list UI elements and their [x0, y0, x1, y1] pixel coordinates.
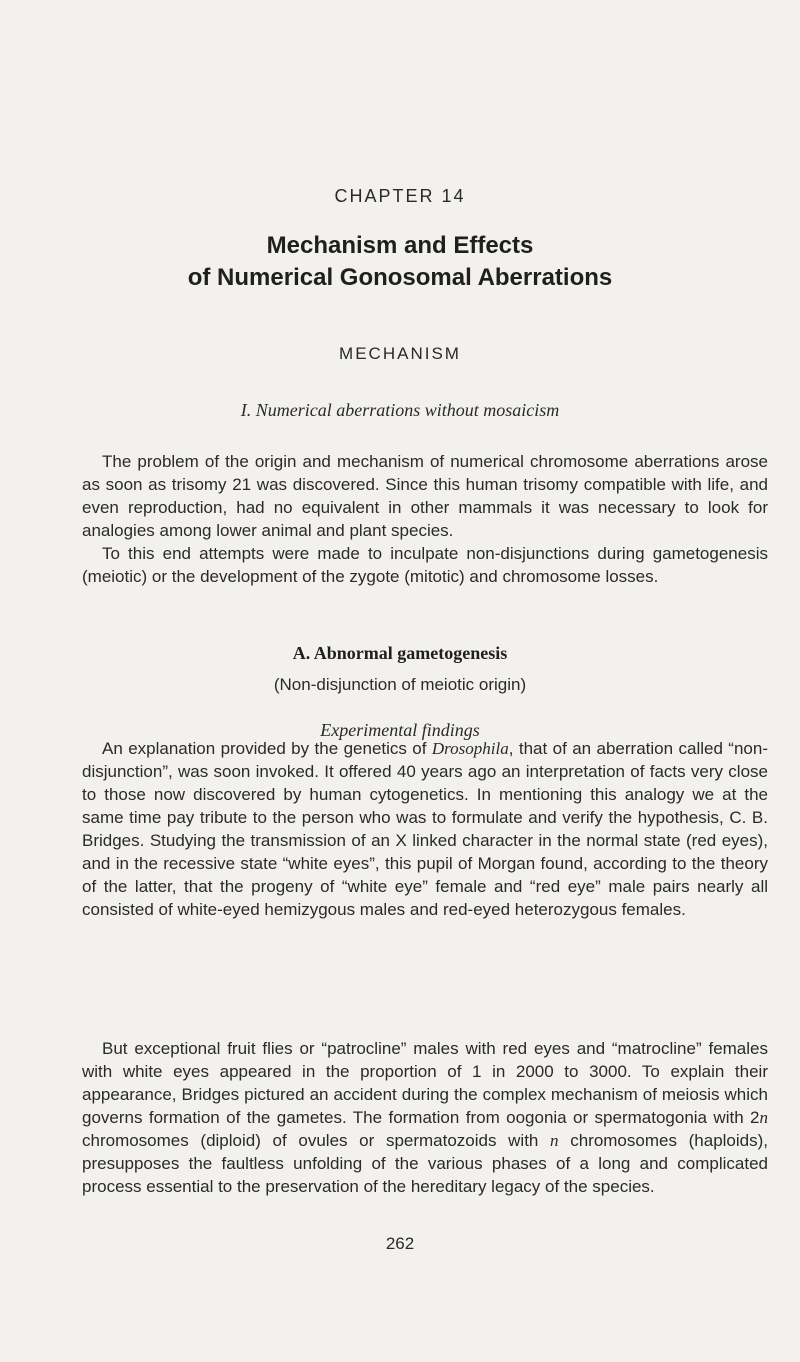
- chapter-title: [0, 230, 800, 294]
- paragraph-1: The problem of the origin and mechanism of numerical chromosome aberrations arose as soon as trisomy 21 was discovered. Since this human trisomy compatible with life, and even reproduction, had no equivalent in other mammals it was necessary to look for analogies among lower animal and plant species.: [82, 452, 768, 540]
- paragraph-4: [82, 1037, 768, 1198]
- subheading-abnormal-gametogenesis: A. Abnormal gametogenesis: [292, 643, 508, 663]
- subheading-experimental-findings: Experimental findings: [320, 720, 480, 740]
- paragraph-4-text-c: chromosomes (haploids), presupposes the faultless unfolding of the various phases of a long and complicated process essential to the preservation of the hereditary legacy of the species.: [82, 1131, 768, 1196]
- paragraph-2: To this end attempts were made to inculpate non-disjunctions during gametogenesis (meiotic) or the development of the zygote (mitotic) and chromosome losses.: [82, 544, 768, 586]
- page-number: 262: [385, 1234, 415, 1253]
- paragraph-3-text-a: An explanation provided by the genetics of: [102, 739, 432, 758]
- paragraph-4-italic-n-2: n: [550, 1131, 559, 1150]
- paragraph-3: [82, 737, 768, 921]
- paragraph-3-text-b: , that of an aberration called “non-disjunction”, was soon invoked. It offered 40 years ago an interpretation of facts very close to those now discovered by human cytogenetics. In mentioning this analogy we at the same time pay tribute to the person who was to formulate and verify the hypothesis, C. B. Bridges. Studying the transmission of an X linked character in the normal state (red eyes), and in the recessive state “white eyes”, this pupil of Morgan found, according to the theory of the latter, that the progeny of “white eye” female and “red eye” male pairs nearly all consisted of white-eyed hemizygous males and red-eyed heterozygous females.: [82, 739, 768, 919]
- paragraph-3-italic-drosophila: Drosophila: [431, 739, 509, 758]
- chapter-label: CHAPTER 14: [334, 186, 466, 206]
- section-heading: MECHANISM: [339, 344, 461, 363]
- paragraph-4-italic-n-1: n: [759, 1108, 768, 1127]
- chapter-title-line-2: of Numerical Gonosomal Aberrations: [187, 264, 613, 291]
- chapter-title-line-1: Mechanism and Effects: [266, 232, 534, 259]
- paragraph-4-text-b: chromosomes (diploid) of ovules or spermatozoids with: [82, 1131, 551, 1150]
- paragraph-4-text-a: But exceptional fruit flies or “patrocline” males with red eyes and “matrocline” females with white eyes appeared in the proportion of 1 in 2000 to 3000. To explain their appearance, Bridges pictured an accident during the complex mechanism of meiosis which governs formation of the gametes. The formation from oogonia or spermatogonia with 2: [82, 1039, 768, 1127]
- subsection-heading: I. Numerical aberrations without mosaicism: [240, 400, 560, 420]
- subheading-non-disjunction: (Non-disjunction of meiotic origin): [273, 675, 527, 694]
